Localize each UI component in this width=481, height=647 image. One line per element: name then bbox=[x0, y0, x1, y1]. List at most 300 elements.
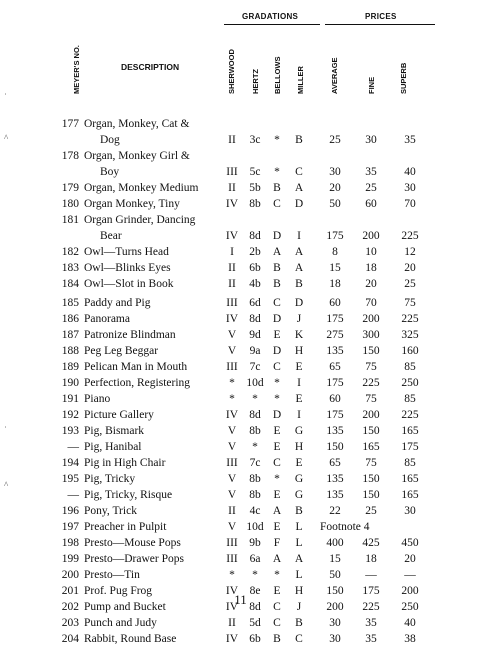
meyers-no-column-header: MEYER'S NO. bbox=[72, 45, 81, 94]
table-row bbox=[0, 407, 481, 423]
meyers-number: 177 bbox=[61, 118, 79, 130]
average-price: 275 bbox=[326, 329, 344, 341]
miller-grade: C bbox=[295, 633, 303, 645]
hertz-grade: 3c bbox=[249, 134, 261, 146]
sherwood-grade: IV bbox=[225, 198, 239, 210]
meyers-number: 183 bbox=[61, 262, 79, 274]
miller-grade: G bbox=[294, 473, 304, 485]
meyers-number: 193 bbox=[61, 425, 79, 437]
average-price: 65 bbox=[329, 457, 341, 469]
sherwood-grade: IV bbox=[225, 230, 239, 242]
sherwood-grade: V bbox=[227, 441, 237, 453]
superb-price: 38 bbox=[404, 633, 416, 645]
fine-price: 35 bbox=[365, 166, 377, 178]
description: Picture Gallery bbox=[84, 409, 154, 421]
superb-price: 20 bbox=[404, 262, 416, 274]
average-price: 135 bbox=[326, 345, 344, 357]
hertz-column-header: HERTZ bbox=[251, 69, 260, 94]
table-row bbox=[0, 212, 481, 228]
bellows-grade: D bbox=[272, 409, 282, 421]
meyers-number: 191 bbox=[61, 393, 79, 405]
miller-grade: L bbox=[295, 537, 303, 549]
description: Dog bbox=[100, 134, 120, 146]
miller-grade: H bbox=[294, 345, 304, 357]
hertz-grade: 10d bbox=[246, 377, 264, 389]
meyers-number: 186 bbox=[61, 313, 79, 325]
fine-price: 425 bbox=[362, 537, 380, 549]
meyers-number: 195 bbox=[61, 473, 79, 485]
miller-grade: B bbox=[295, 505, 303, 517]
superb-price: 225 bbox=[401, 230, 419, 242]
table-row bbox=[0, 228, 481, 244]
miller-grade: A bbox=[294, 182, 304, 194]
table-row bbox=[0, 116, 481, 132]
fine-price: 35 bbox=[365, 633, 377, 645]
meyers-number: — bbox=[67, 441, 79, 453]
miller-grade: B bbox=[295, 278, 303, 290]
fine-price: 25 bbox=[365, 182, 377, 194]
description: Prof. Pug Frog bbox=[84, 585, 153, 597]
sherwood-grade: IV bbox=[225, 313, 239, 325]
bellows-grade: E bbox=[273, 329, 281, 341]
meyers-number: 204 bbox=[61, 633, 79, 645]
average-price: 150 bbox=[326, 585, 344, 597]
superb-column-header: SUPERB bbox=[399, 62, 408, 94]
table-row bbox=[0, 551, 481, 567]
bellows-grade: C bbox=[273, 601, 281, 613]
bellows-grade: B bbox=[273, 182, 281, 194]
meyers-number: 194 bbox=[61, 457, 79, 469]
description: Perfection, Registering bbox=[84, 377, 191, 389]
hertz-grade: 9a bbox=[249, 345, 261, 357]
meyers-number: 201 bbox=[61, 585, 79, 597]
superb-price: 200 bbox=[401, 585, 419, 597]
description: Pig, Hanibal bbox=[84, 441, 142, 453]
hertz-grade: 8b bbox=[249, 425, 261, 437]
table-row bbox=[0, 423, 481, 439]
meyers-number: 199 bbox=[61, 553, 79, 565]
hertz-grade: 7c bbox=[249, 457, 261, 469]
superb-price: 325 bbox=[401, 329, 419, 341]
bellows-grade: C bbox=[273, 297, 281, 309]
sherwood-grade: II bbox=[228, 134, 236, 146]
meyers-number: — bbox=[67, 489, 79, 501]
fine-price: 150 bbox=[362, 425, 380, 437]
average-price: 175 bbox=[326, 230, 344, 242]
table-row bbox=[0, 455, 481, 471]
fine-price: 150 bbox=[362, 489, 380, 501]
description: Paddy and Pig bbox=[84, 297, 151, 309]
description: Owl—Slot in Book bbox=[84, 278, 174, 290]
average-price: 8 bbox=[332, 246, 338, 258]
superb-price: 225 bbox=[401, 409, 419, 421]
table-row bbox=[0, 535, 481, 551]
table-row bbox=[0, 503, 481, 519]
description: Organ Monkey, Tiny bbox=[84, 198, 180, 210]
hertz-grade: * bbox=[252, 441, 258, 453]
hertz-grade: 4c bbox=[249, 505, 261, 517]
bellows-grade: E bbox=[273, 585, 281, 597]
bellows-column-header: BELLOWS bbox=[273, 56, 282, 94]
superb-price: 85 bbox=[404, 393, 416, 405]
miller-grade: D bbox=[294, 297, 304, 309]
fine-price: 18 bbox=[365, 262, 377, 274]
superb-price: 20 bbox=[404, 553, 416, 565]
miller-grade: H bbox=[294, 585, 304, 597]
miller-grade: G bbox=[294, 425, 304, 437]
margin-mark: ^ bbox=[4, 480, 9, 490]
sherwood-grade: V bbox=[227, 473, 237, 485]
sherwood-grade: V bbox=[227, 425, 237, 437]
miller-grade: I bbox=[297, 377, 301, 389]
sherwood-grade: II bbox=[228, 262, 236, 274]
sherwood-grade: V bbox=[227, 489, 237, 501]
description: Piano bbox=[84, 393, 111, 405]
hertz-grade: 8e bbox=[249, 585, 261, 597]
meyers-number: 197 bbox=[61, 521, 79, 533]
average-price: 25 bbox=[329, 134, 341, 146]
meyers-number: 198 bbox=[61, 537, 79, 549]
average-price: 50 bbox=[329, 198, 341, 210]
table-row bbox=[0, 196, 481, 212]
catalog-table bbox=[0, 116, 481, 647]
average-price: 30 bbox=[329, 633, 341, 645]
superb-price: 75 bbox=[404, 297, 416, 309]
sherwood-grade: V bbox=[227, 521, 237, 533]
hertz-grade: 5c bbox=[249, 166, 261, 178]
miller-grade: J bbox=[296, 313, 302, 325]
hertz-grade: 8d bbox=[249, 313, 261, 325]
bellows-grade: B bbox=[273, 278, 281, 290]
bellows-grade: B bbox=[273, 633, 281, 645]
miller-grade: I bbox=[297, 409, 301, 421]
table-row bbox=[0, 164, 481, 180]
bellows-grade: * bbox=[274, 473, 280, 485]
superb-price: 165 bbox=[401, 425, 419, 437]
miller-column-header: MILLER bbox=[296, 66, 305, 94]
superb-price: 12 bbox=[404, 246, 416, 258]
fine-price: 225 bbox=[362, 377, 380, 389]
table-row bbox=[0, 471, 481, 487]
fine-price: 225 bbox=[362, 601, 380, 613]
description: Preacher in Pulpit bbox=[84, 521, 167, 533]
bellows-grade: C bbox=[273, 198, 281, 210]
description: Pig, Bismark bbox=[84, 425, 145, 437]
miller-grade: E bbox=[295, 393, 303, 405]
superb-price: 85 bbox=[404, 457, 416, 469]
margin-mark: ^ bbox=[4, 133, 9, 143]
bellows-grade: * bbox=[274, 166, 280, 178]
bellows-grade: E bbox=[273, 441, 281, 453]
superb-price: 250 bbox=[401, 377, 419, 389]
bellows-grade: * bbox=[274, 393, 280, 405]
description: Organ, Monkey, Cat & bbox=[84, 118, 190, 130]
hertz-grade: * bbox=[252, 569, 258, 581]
fine-price: 75 bbox=[365, 361, 377, 373]
superb-price: 450 bbox=[401, 537, 419, 549]
hertz-grade: 6a bbox=[249, 553, 261, 565]
hertz-grade: 7c bbox=[249, 361, 261, 373]
meyers-number: 184 bbox=[61, 278, 79, 290]
description: Bear bbox=[100, 230, 122, 242]
superb-price: 30 bbox=[404, 505, 416, 517]
description: Punch and Judy bbox=[84, 617, 157, 629]
description: Organ, Monkey Girl & bbox=[84, 150, 190, 162]
sherwood-grade: * bbox=[229, 569, 235, 581]
sherwood-grade: III bbox=[226, 297, 238, 309]
bellows-grade: A bbox=[272, 553, 282, 565]
sherwood-grade: * bbox=[229, 377, 235, 389]
superb-price: 40 bbox=[404, 617, 416, 629]
superb-price: 165 bbox=[401, 473, 419, 485]
table-row bbox=[0, 615, 481, 631]
sherwood-grade: III bbox=[226, 166, 238, 178]
description: Owl—Blinks Eyes bbox=[84, 262, 171, 274]
description: Pelican Man in Mouth bbox=[84, 361, 188, 373]
miller-grade: J bbox=[296, 601, 302, 613]
meyers-number: 200 bbox=[61, 569, 79, 581]
table-row bbox=[0, 148, 481, 164]
superb-price: — bbox=[404, 569, 416, 581]
miller-grade: L bbox=[295, 569, 303, 581]
table-row bbox=[0, 567, 481, 583]
sherwood-column-header: SHERWOOD bbox=[227, 49, 236, 94]
hertz-grade: 8b bbox=[249, 489, 261, 501]
superb-price: 35 bbox=[404, 134, 416, 146]
table-row bbox=[0, 631, 481, 647]
miller-grade: A bbox=[294, 553, 304, 565]
superb-price: 160 bbox=[401, 345, 419, 357]
bellows-grade: D bbox=[272, 230, 282, 242]
prices-underline bbox=[325, 24, 435, 25]
sherwood-grade: III bbox=[226, 457, 238, 469]
superb-price: 25 bbox=[404, 278, 416, 290]
bellows-grade: C bbox=[273, 617, 281, 629]
meyers-number: 188 bbox=[61, 345, 79, 357]
description: Presto—Drawer Pops bbox=[84, 553, 184, 565]
description: Boy bbox=[100, 166, 120, 178]
bellows-grade: E bbox=[273, 425, 281, 437]
average-price: 135 bbox=[326, 425, 344, 437]
fine-price: 175 bbox=[362, 585, 380, 597]
average-price: 175 bbox=[326, 313, 344, 325]
hertz-grade: 9d bbox=[249, 329, 261, 341]
meyers-number: 180 bbox=[61, 198, 79, 210]
superb-price: 165 bbox=[401, 489, 419, 501]
meyers-number: 179 bbox=[61, 182, 79, 194]
meyers-number: 203 bbox=[61, 617, 79, 629]
miller-grade: D bbox=[294, 198, 304, 210]
table-row bbox=[0, 180, 481, 196]
table-row bbox=[0, 519, 481, 535]
table-row bbox=[0, 375, 481, 391]
bellows-grade: C bbox=[273, 457, 281, 469]
sherwood-grade: III bbox=[226, 537, 238, 549]
sherwood-grade: III bbox=[226, 361, 238, 373]
margin-mark: ˙ bbox=[4, 425, 7, 435]
meyers-number: 190 bbox=[61, 377, 79, 389]
bellows-grade: A bbox=[272, 505, 282, 517]
hertz-grade: 8d bbox=[249, 409, 261, 421]
average-price: 150 bbox=[326, 441, 344, 453]
meyers-number: 185 bbox=[61, 297, 79, 309]
sherwood-grade: * bbox=[229, 393, 235, 405]
sherwood-grade: IV bbox=[225, 601, 239, 613]
miller-grade: A bbox=[294, 262, 304, 274]
average-price: 175 bbox=[326, 377, 344, 389]
average-price: 200 bbox=[326, 601, 344, 613]
description: Panorama bbox=[84, 313, 130, 325]
hertz-grade: 8b bbox=[249, 473, 261, 485]
meyers-number: 202 bbox=[61, 601, 79, 613]
price-note: Footnote 4 bbox=[320, 521, 370, 533]
meyers-number: 181 bbox=[61, 214, 79, 226]
sherwood-grade: IV bbox=[225, 633, 239, 645]
average-price: 22 bbox=[329, 505, 341, 517]
sherwood-grade: III bbox=[226, 553, 238, 565]
table-row bbox=[0, 244, 481, 260]
average-price: 135 bbox=[326, 489, 344, 501]
table-row bbox=[0, 260, 481, 276]
table-row bbox=[0, 343, 481, 359]
miller-grade: G bbox=[294, 489, 304, 501]
average-price: 135 bbox=[326, 473, 344, 485]
average-price: 175 bbox=[326, 409, 344, 421]
table-row bbox=[0, 327, 481, 343]
fine-column-header: FINE bbox=[367, 76, 376, 94]
table-row bbox=[0, 487, 481, 503]
margin-mark: ˙ bbox=[4, 92, 7, 102]
hertz-grade: 6d bbox=[249, 297, 261, 309]
meyers-number: 189 bbox=[61, 361, 79, 373]
fine-price: 25 bbox=[365, 505, 377, 517]
bellows-grade: C bbox=[273, 361, 281, 373]
bellows-grade: E bbox=[273, 521, 281, 533]
fine-price: 200 bbox=[362, 313, 380, 325]
hertz-grade: 2b bbox=[249, 246, 261, 258]
hertz-grade: 5d bbox=[249, 617, 261, 629]
miller-grade: I bbox=[297, 230, 301, 242]
description: Peg Leg Beggar bbox=[84, 345, 159, 357]
superb-price: 250 bbox=[401, 601, 419, 613]
superb-price: 30 bbox=[404, 182, 416, 194]
table-row bbox=[0, 276, 481, 292]
fine-price: 18 bbox=[365, 553, 377, 565]
superb-price: 85 bbox=[404, 361, 416, 373]
description: Pump and Bucket bbox=[84, 601, 166, 613]
table-row bbox=[0, 311, 481, 327]
description: Patronize Blindman bbox=[84, 329, 176, 341]
average-price: 18 bbox=[329, 278, 341, 290]
fine-price: 20 bbox=[365, 278, 377, 290]
description: Pig, Tricky, Risque bbox=[84, 489, 173, 501]
bellows-grade: E bbox=[273, 489, 281, 501]
miller-grade: A bbox=[294, 246, 304, 258]
fine-price: 35 bbox=[365, 617, 377, 629]
fine-price: 70 bbox=[365, 297, 377, 309]
prices-heading: PRICES bbox=[365, 12, 397, 21]
fine-price: 200 bbox=[362, 230, 380, 242]
fine-price: 200 bbox=[362, 409, 380, 421]
average-price: 15 bbox=[329, 262, 341, 274]
sherwood-grade: V bbox=[227, 329, 237, 341]
miller-grade: K bbox=[294, 329, 304, 341]
table-row bbox=[0, 391, 481, 407]
meyers-number: 182 bbox=[61, 246, 79, 258]
meyers-number: 196 bbox=[61, 505, 79, 517]
table-row bbox=[0, 439, 481, 455]
sherwood-grade: V bbox=[227, 345, 237, 357]
sherwood-grade: II bbox=[228, 278, 236, 290]
miller-grade: L bbox=[295, 521, 303, 533]
average-price: 60 bbox=[329, 297, 341, 309]
average-price: 60 bbox=[329, 393, 341, 405]
miller-grade: E bbox=[295, 361, 303, 373]
superb-price: 175 bbox=[401, 441, 419, 453]
fine-price: 150 bbox=[362, 345, 380, 357]
meyers-number: 187 bbox=[61, 329, 79, 341]
superb-price: 70 bbox=[404, 198, 416, 210]
miller-grade: B bbox=[295, 617, 303, 629]
fine-price: 75 bbox=[365, 393, 377, 405]
fine-price: 10 bbox=[365, 246, 377, 258]
bellows-grade: * bbox=[274, 134, 280, 146]
description-column-header: DESCRIPTION bbox=[121, 62, 180, 72]
sherwood-grade: II bbox=[228, 617, 236, 629]
average-column-header: AVERAGE bbox=[330, 57, 339, 94]
average-price: 30 bbox=[329, 166, 341, 178]
fine-price: — bbox=[365, 569, 377, 581]
description: Organ Grinder, Dancing bbox=[84, 214, 196, 226]
sherwood-grade: I bbox=[230, 246, 234, 258]
superb-price: 225 bbox=[401, 313, 419, 325]
average-price: 65 bbox=[329, 361, 341, 373]
miller-grade: E bbox=[295, 457, 303, 469]
bellows-grade: D bbox=[272, 313, 282, 325]
hertz-grade: 5b bbox=[249, 182, 261, 194]
sherwood-grade: II bbox=[228, 505, 236, 517]
page-number: 11 bbox=[234, 592, 247, 607]
hertz-grade: 8d bbox=[249, 230, 261, 242]
hertz-grade: 4b bbox=[249, 278, 261, 290]
sherwood-grade: IV bbox=[225, 585, 239, 597]
description: Organ, Monkey Medium bbox=[84, 182, 199, 194]
description: Presto—Tin bbox=[84, 569, 140, 581]
gradations-heading: GRADATIONS bbox=[242, 12, 299, 21]
meyers-number: 192 bbox=[61, 409, 79, 421]
hertz-grade: 6b bbox=[249, 262, 261, 274]
table-row bbox=[0, 295, 481, 311]
fine-price: 150 bbox=[362, 473, 380, 485]
description: Pony, Trick bbox=[84, 505, 137, 517]
bellows-grade: F bbox=[273, 537, 281, 549]
fine-price: 75 bbox=[365, 457, 377, 469]
fine-price: 30 bbox=[365, 134, 377, 146]
superb-price: 40 bbox=[404, 166, 416, 178]
sherwood-grade: II bbox=[228, 182, 236, 194]
hertz-grade: 6b bbox=[249, 633, 261, 645]
description: Owl—Turns Head bbox=[84, 246, 169, 258]
bellows-grade: A bbox=[272, 246, 282, 258]
table-row bbox=[0, 359, 481, 375]
description: Rabbit, Round Base bbox=[84, 633, 177, 645]
bellows-grade: D bbox=[272, 345, 282, 357]
average-price: 400 bbox=[326, 537, 344, 549]
miller-grade: C bbox=[295, 166, 303, 178]
bellows-grade: B bbox=[273, 262, 281, 274]
hertz-grade: * bbox=[252, 393, 258, 405]
average-price: 30 bbox=[329, 617, 341, 629]
